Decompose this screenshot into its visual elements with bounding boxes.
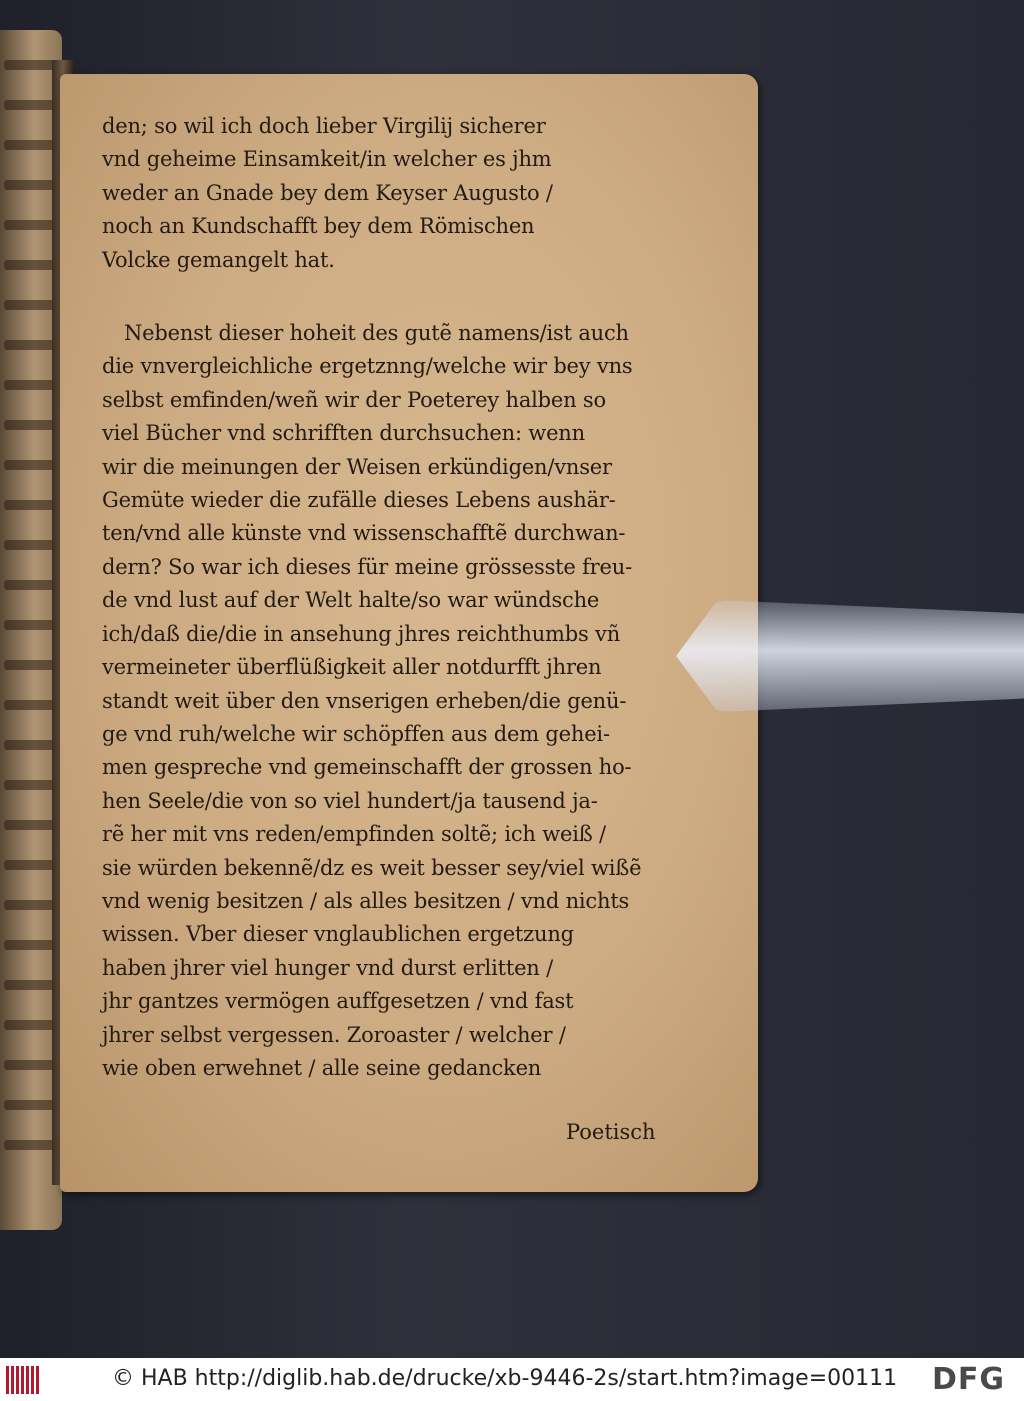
page-weight-ruler bbox=[676, 600, 1024, 712]
text-line: ge vnd ruh/welche wir schöpffen aus dem gehei- bbox=[102, 721, 610, 746]
text-line: jhr gantzes vermögen auffgesetzen / vnd fast bbox=[102, 989, 574, 1014]
text-line: Nebenst dieser hoheit des gutẽ namens/ist auch bbox=[124, 321, 629, 346]
text-line: de vnd lust auf der Welt halte/so war wündsche bbox=[102, 588, 600, 613]
text-line: den; so wil ich doch lieber Virgilij sicherer bbox=[102, 114, 546, 138]
text-line: vermeineter überflüßigkeit aller notdurfft jhren bbox=[102, 655, 602, 680]
catchword: Poetisch bbox=[566, 1120, 656, 1144]
text-line: weder an Gnade bey dem Keyser Augusto / bbox=[102, 180, 553, 205]
paragraph-1 bbox=[102, 110, 682, 277]
dfg-logo: DFG bbox=[932, 1362, 1006, 1397]
text-line: Gemüte wieder die zufälle dieses Lebens aushär- bbox=[102, 488, 616, 513]
text-line: men gespreche vnd gemeinschafft der grossen ho- bbox=[102, 755, 632, 780]
text-line: Volcke gemangelt hat. bbox=[102, 247, 335, 272]
text-line: haben jhrer viel hunger vnd durst erlitten / bbox=[102, 955, 553, 980]
text-line: rẽ her mit vns reden/empfinden soltẽ; ich weiß / bbox=[102, 822, 606, 847]
page-text bbox=[102, 110, 682, 1085]
text-line: selbst emfinden/weñ wir der Poeterey halben so bbox=[102, 387, 606, 412]
text-line: standt weit über den vnserigen erheben/die genü- bbox=[102, 688, 627, 713]
text-line: vnd wenig besitzen / als alles besitzen / vnd nichts bbox=[102, 888, 630, 913]
text-line: sie würden bekennẽ/dz es weit besser sey/viel wißẽ bbox=[102, 855, 642, 880]
text-line: dern? So war ich dieses für meine grössesste freu- bbox=[102, 554, 632, 579]
text-line: wie oben erwehnet / alle seine gedancken bbox=[102, 1055, 542, 1080]
paragraph-2 bbox=[102, 317, 682, 1085]
text-line: vnd geheime Einsamkeit/in welcher es jhm bbox=[102, 147, 552, 172]
text-line: ich/daß die/die in ansehung jhres reichthumbs vñ bbox=[102, 621, 621, 646]
text-line: ten/vnd alle künste vnd wissenschafftẽ durchwan- bbox=[102, 521, 626, 546]
barcode-icon bbox=[6, 1366, 40, 1394]
text-line: wir die meinungen der Weisen erkündigen/vnser bbox=[102, 454, 612, 479]
text-line: jhrer selbst vergessen. Zoroaster / welcher / bbox=[102, 1022, 566, 1047]
text-line: viel Bücher vnd schrifften durchsuchen: wenn bbox=[102, 421, 585, 446]
footer-bar bbox=[0, 1358, 1024, 1401]
text-line: die vnvergleichliche ergetznng/welche wir bey vns bbox=[102, 354, 633, 379]
text-line: wissen. Vber dieser vnglaublichen ergetzung bbox=[102, 922, 574, 947]
copyright-source-link[interactable]: © HAB http://diglib.hab.de/drucke/xb-9446-2s/start.htm?image=00111 bbox=[112, 1366, 898, 1391]
text-line: hen Seele/die von so viel hundert/ja tausend ja- bbox=[102, 788, 598, 813]
text-line: noch an Kundschafft bey dem Römischen bbox=[102, 214, 535, 239]
